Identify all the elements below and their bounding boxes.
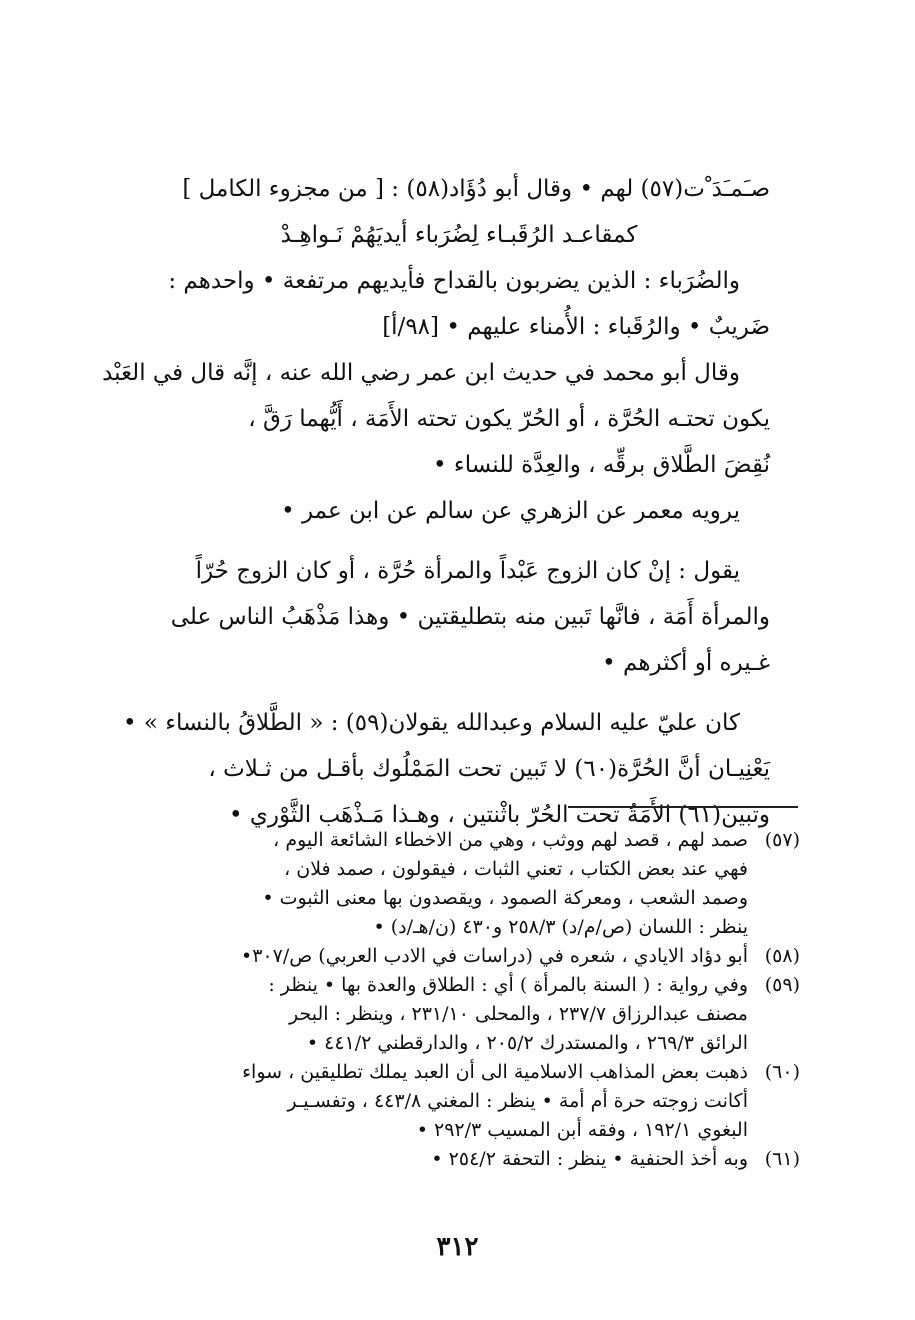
footnote-line: ينظر : اللسان (ص/م/د) ٢٥٨/٣ و٤٣٠ (ن/هـ/د) • [373, 916, 748, 938]
footnote [148, 942, 800, 971]
footnote-number: (٦١) [764, 1148, 800, 1170]
footnote-line: صمد لهم ، قصد لهم ووثب ، وهي من الاخطاء الشائعة اليوم ، [273, 829, 748, 851]
text-line: غـيره أو أكثرهم • [602, 650, 770, 676]
footnote [148, 1058, 800, 1145]
text-line: وقال أبو محمد في حديث ابن عمر رضي الله عنه ، إنَّه قال في العَبْد [102, 360, 740, 386]
footnote-number: (٥٨) [764, 945, 800, 967]
verse-line: كمقاعـد الرُقَبـاء لِضُرَباء أيديَهُمْ نَـواهِـدْ [280, 222, 638, 248]
text-line: يرويه معمر عن الزهري عن سالم عن ابن عمر • [281, 498, 740, 524]
footnote-line: مصنف عبدالرزاق ٢٣٧/٧ ، والمحلى ٢٣١/١٠ ، وينظر : البحر [289, 1003, 748, 1025]
footnote-line: وصمد الشعب ، ومعركة الصمود ، ويقصدون بها معنى الثبوت • [262, 887, 748, 909]
page-number: ٣١٢ [436, 1232, 479, 1262]
footnote-line: أكانت زوجته حرة أم أمة • ينظر : المغني ٤٤٣/٨ ، وتفسـيـر [287, 1090, 748, 1112]
footnote-line: البغوي ١٩٢/١ ، وفقه أبن المسيب ٢٩٢/٣ • [416, 1119, 748, 1141]
text-line: والضُرَباء : الذين يضربون بالقداح فأيديهم مرتفعة • واحدهم : [168, 268, 740, 294]
footnote-line: وفي رواية : ( السنة بالمرأة ) أي : الطلاق والعدة بها • ينظر : [268, 974, 748, 996]
footnote [148, 1145, 800, 1174]
footnote-separator [568, 806, 798, 808]
text-line: وتبين(٦١) الأَمَةُ تحت الحُرّ باثْنتين ، وهـذا مَـذْهَب الثَّوْري • [228, 802, 770, 828]
footnote-line: فهي عند بعض الكتاب ، تعني الثبات ، فيقولون ، صمد فلان ، [284, 858, 748, 880]
text-line: والمرأة أَمَة ، فانَّها تَبين منه بتطليقتين • وهذا مَذْهَبُ الناس على [170, 604, 770, 630]
footnote [148, 826, 800, 942]
text-line: نُقِضَ الطَّلاق برقِّه ، والعِدَّة للنساء • [433, 452, 770, 478]
footnote-line: أبو دؤاد الايادي ، شعره في (دراسات في الادب العربي) ص/٣٠٧• [240, 945, 748, 967]
footnote-line: ذهبت بعض المذاهب الاسلامية الى أن العبد يملك تطليقين ، سواء [242, 1061, 748, 1083]
footnote-number: (٥٩) [764, 974, 800, 996]
footnotes [148, 826, 800, 1174]
text-line: كان عليّ عليه السلام وعبدالله يقولان(٥٩) : « الطَّلاقُ بالنساء » • [122, 710, 740, 736]
text-line: ضَريبٌ • والرُقَباء : الأُمناء عليهم • [٩٨/أ] [382, 314, 770, 340]
text-line: يكون تحتـه الحُرَّة ، أو الحُرّ يكون تحته الأَمَة ، أَيُّهما رَقَّ ، [248, 406, 770, 432]
text-line: يَعْنِيـان أنَّ الحُرَّة(٦٠) لا تَبين تحت المَمْلُوك بأقـل من ثـلاث ، [208, 756, 770, 782]
text-line: يقول : إنْ كان الزوج عَبْداً والمرأة حُرَّة ، أو كان الزوج حُرّاً [195, 558, 740, 584]
footnote [148, 971, 800, 1058]
main-text [102, 166, 770, 838]
footnote-number: (٦٠) [764, 1061, 800, 1083]
footnote-number: (٥٧) [764, 829, 800, 851]
footnote-line: الرائق ٢٦٩/٣ ، والمستدرك ٢٠٥/٢ ، والدارقطني ٤٤١/٢ • [306, 1032, 748, 1054]
text-line: صـَمـَدَ ْت(٥٧) لهم • وقال أبو دُؤَاد(٥٨) : [ من مجزوء الكامل ] [182, 176, 770, 202]
footnote-line: وبه أخذ الحنفية • ينظر : التحفة ٢٥٤/٢ • [431, 1148, 748, 1170]
